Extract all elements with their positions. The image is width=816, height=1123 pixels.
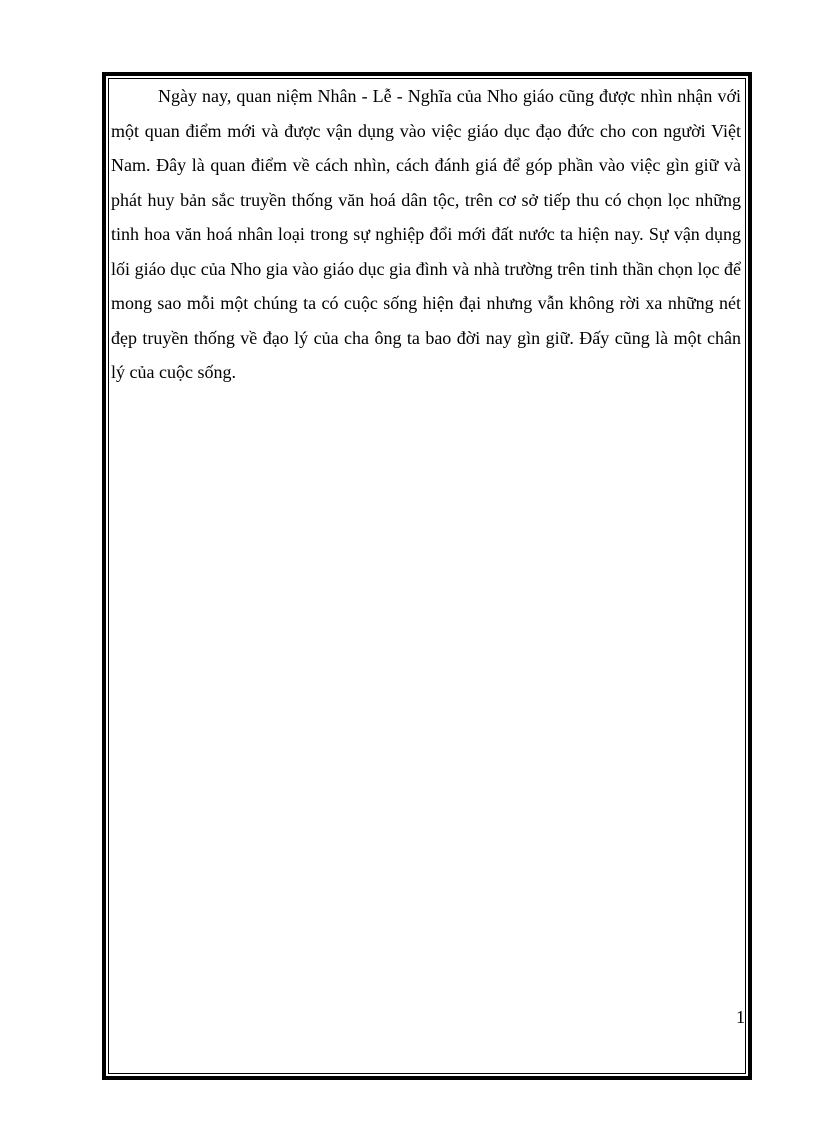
body-paragraph: Ngày nay, quan niệm Nhân - Lễ - Nghĩa của Nho giáo cũng được nhìn nhận với một quan điểm mới và được vận dụng vào việc giáo dục đạo đức cho con người Việt Nam. Đây là quan điểm về cách nhìn, cách đánh giá để góp phần vào việc gìn giữ và phát huy bản sắc truyền thống văn hoá dân tộc, trên cơ sở tiếp thu có chọn lọc những tinh hoa văn hoá nhân loại trong sự nghiệp đổi mới đất nước ta hiện nay. Sự vận dụng lối giáo dục của Nho gia vào giáo dục gia đình và nhà trường trên tinh thần chọn lọc để mong sao mỗi một chúng ta có cuộc sống hiện đại nhưng vẫn không rời xa những nét đẹp truyền thống về đạo lý của cha ông ta bao đời nay gìn giữ. Đấy cũng là một chân lý của cuộc sống. (111, 86, 741, 382)
page-number: 1 (736, 1007, 745, 1027)
